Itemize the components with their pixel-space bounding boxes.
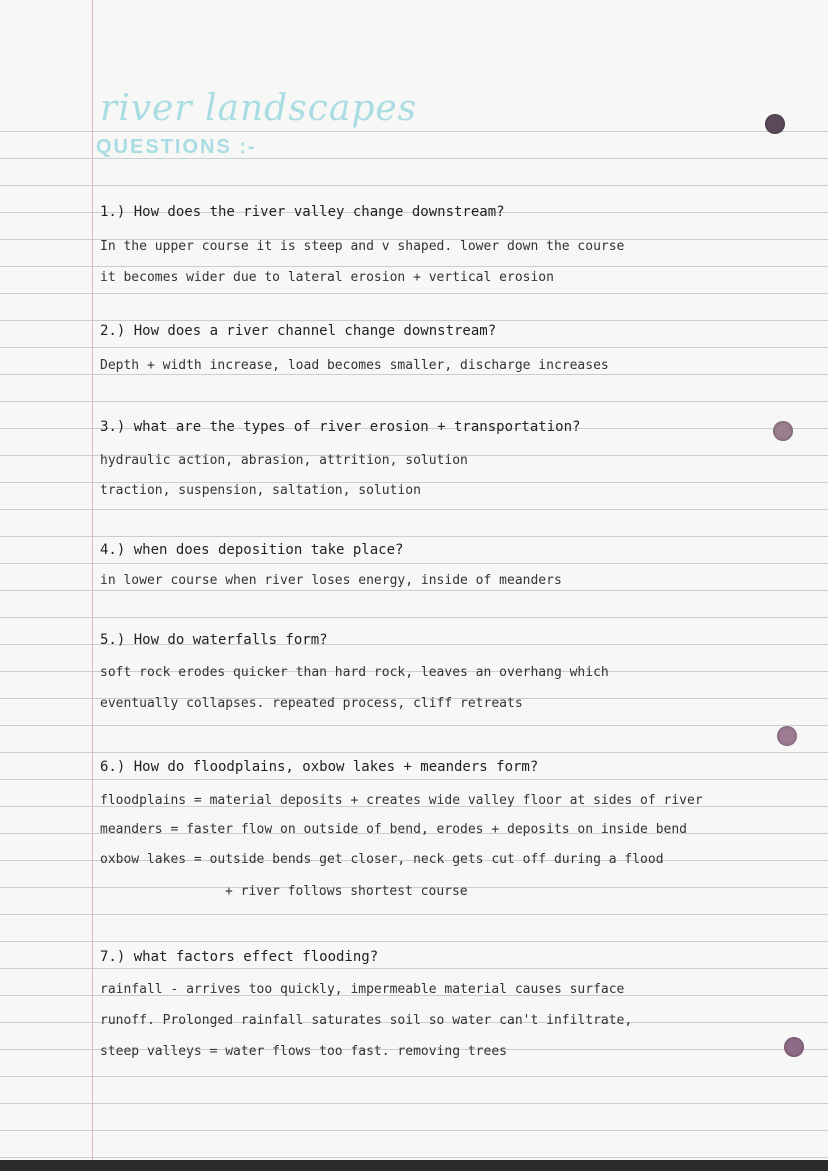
question-4: 4.) when does deposition take place? xyxy=(100,542,404,558)
question-6: 6.) How do floodplains, oxbow lakes + meanders form? xyxy=(100,759,539,775)
answer-line: In the upper course it is steep and v shaped. lower down the course xyxy=(100,239,625,254)
page-bottom-edge xyxy=(0,1160,828,1171)
question-7: 7.) what factors effect flooding? xyxy=(100,949,379,965)
question-5: 5.) How do waterfalls form? xyxy=(100,632,328,648)
answer-line: eventually collapses. repeated process, cliff retreats xyxy=(100,696,523,711)
answer-line: + river follows shortest course xyxy=(225,884,468,899)
answer-line: it becomes wider due to lateral erosion + vertical erosion xyxy=(100,270,554,285)
binder-hole xyxy=(773,421,793,441)
question-1: 1.) How does the river valley change downstream? xyxy=(100,204,505,220)
answer-line: steep valleys = water flows too fast. removing trees xyxy=(100,1044,507,1059)
answer-line: runoff. Prolonged rainfall saturates soil so water can't infiltrate, xyxy=(100,1013,633,1028)
page-title: river landscapes xyxy=(100,88,418,129)
binder-hole xyxy=(777,726,797,746)
questions-heading: QUESTIONS :- xyxy=(96,136,257,158)
answer-line: soft rock erodes quicker than hard rock, leaves an overhang which xyxy=(100,665,609,680)
question-3: 3.) what are the types of river erosion + transportation? xyxy=(100,419,581,435)
answer-line: oxbow lakes = outside bends get closer, neck gets cut off during a flood xyxy=(100,852,664,867)
answer-line: in lower course when river loses energy, inside of meanders xyxy=(100,573,562,588)
answer-line: hydraulic action, abrasion, attrition, solution xyxy=(100,453,468,468)
binder-hole xyxy=(784,1037,804,1057)
binder-hole xyxy=(765,114,785,134)
answer-line: rainfall - arrives too quickly, impermeable material causes surface xyxy=(100,982,625,997)
answer-line: Depth + width increase, load becomes smaller, discharge increases xyxy=(100,358,609,373)
answer-line: meanders = faster flow on outside of bend, erodes + deposits on inside bend xyxy=(100,822,687,837)
answer-line: floodplains = material deposits + creates wide valley floor at sides of river xyxy=(100,793,703,808)
answer-line: traction, suspension, saltation, solution xyxy=(100,483,421,498)
question-2: 2.) How does a river channel change downstream? xyxy=(100,323,497,339)
margin-line xyxy=(92,0,93,1171)
